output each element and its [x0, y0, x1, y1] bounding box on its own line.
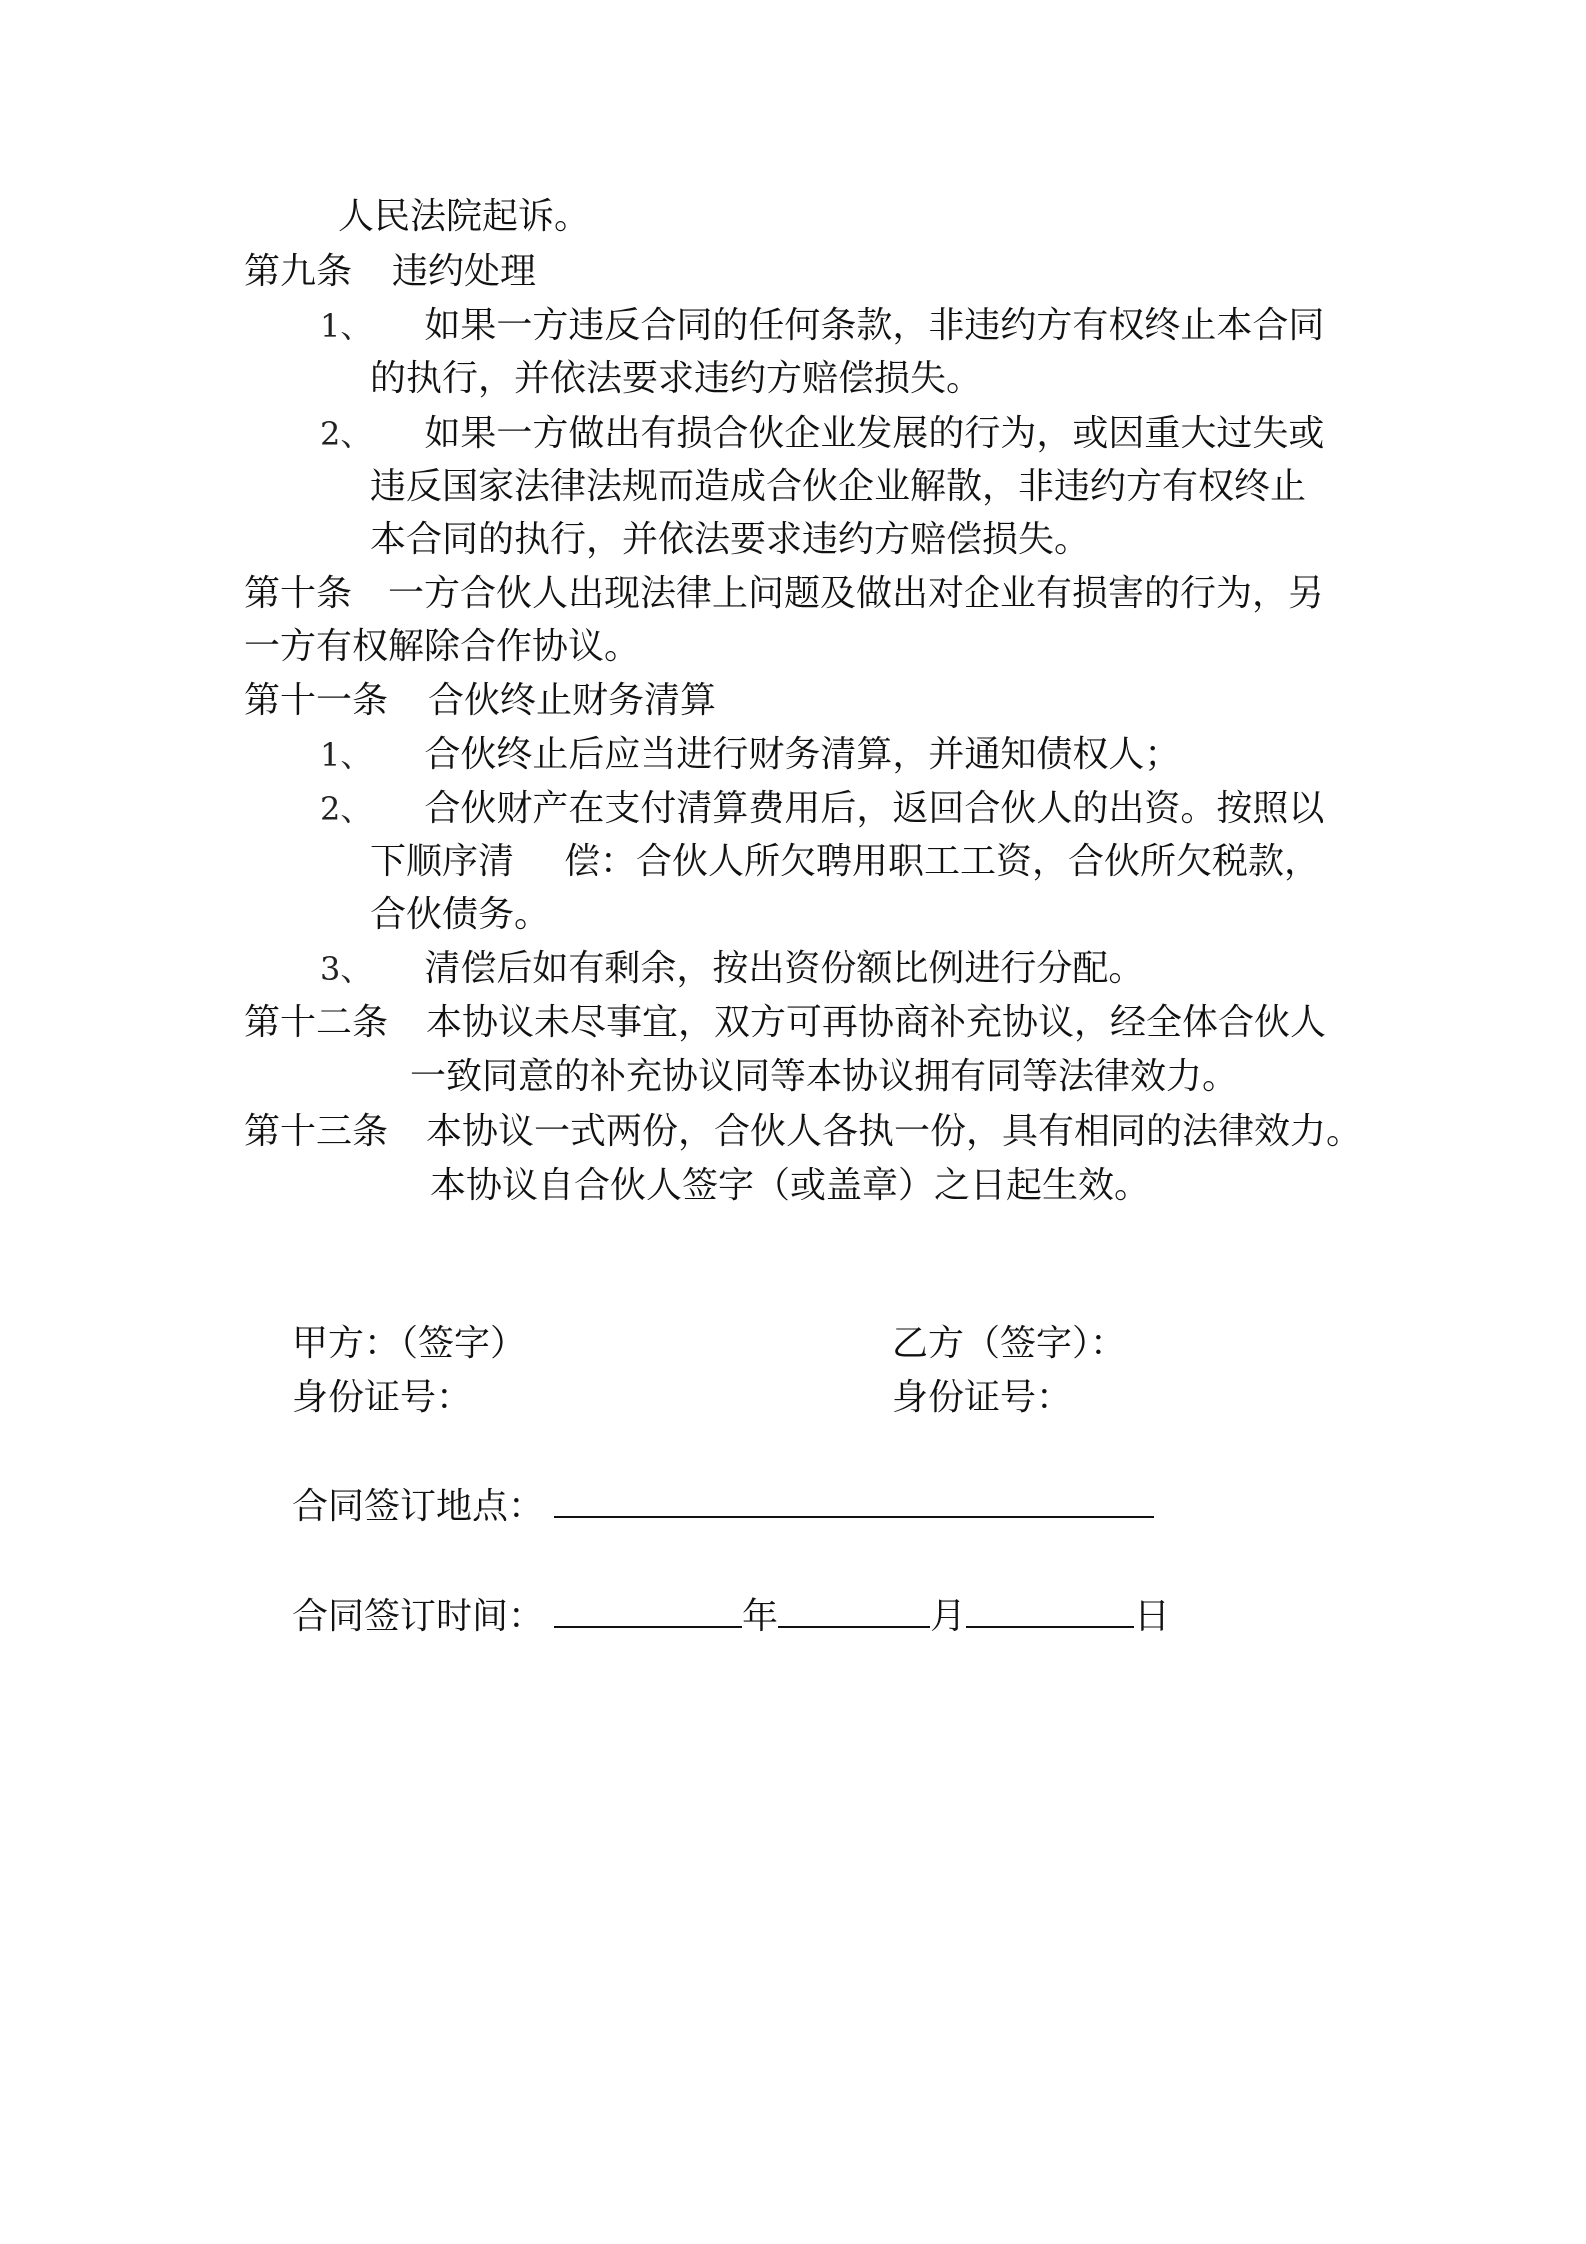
article-text: 一致同意的补充协议同等本协议拥有同等法律效力。 — [410, 1056, 1239, 1097]
item-text: 的执行，并依法要求违约方赔偿损失。 — [370, 358, 983, 399]
article-number: 第九条 — [244, 251, 353, 292]
item-number: 1、 — [320, 736, 373, 774]
party-b-id — [892, 1374, 1072, 1422]
item-text: 本合同的执行，并依法要求违约方赔偿损失。 — [370, 519, 1091, 560]
signing-time — [292, 1590, 1170, 1641]
list-item-continuation — [370, 838, 1320, 886]
article-title: 合伙终止财务清算 — [428, 680, 717, 721]
article-title: 违约处理 — [392, 251, 537, 292]
item-number: 3、 — [320, 950, 373, 988]
item-text: 清偿后如有剩余，按出资份额比例进行分配。 — [424, 948, 1145, 989]
list-item — [320, 785, 1324, 833]
party-a-label: 甲方：（签字） — [292, 1323, 527, 1364]
article-number: 第十二条 — [244, 1002, 389, 1043]
article-13-heading — [244, 1108, 1362, 1156]
year-label: 年 — [742, 1596, 779, 1637]
continuation-line — [338, 193, 590, 241]
signing-place-blank — [554, 1480, 1154, 1518]
year-blank — [554, 1590, 742, 1628]
article-number: 第十条 — [244, 573, 353, 614]
article-11-heading — [244, 677, 716, 725]
party-b-id-label: 身份证号： — [892, 1377, 1073, 1418]
article-9-heading — [244, 248, 536, 296]
list-item — [320, 410, 1324, 458]
item-text: 如果一方违反合同的任何条款，非违约方有权终止本合同 — [424, 305, 1325, 346]
article-text: 一方合伙人出现法律上问题及做出对企业有损害的行为，另 — [388, 573, 1325, 614]
party-a-id-label: 身份证号： — [292, 1377, 473, 1418]
article-number: 第十一条 — [244, 680, 389, 721]
item-text: 合伙债务。 — [370, 894, 551, 935]
party-a-id — [292, 1374, 472, 1422]
article-12-heading — [244, 999, 1326, 1047]
day-label: 日 — [1134, 1596, 1171, 1637]
party-b-signature — [892, 1320, 1126, 1368]
day-blank — [966, 1590, 1134, 1628]
text: 人民法院起诉。 — [338, 196, 591, 237]
article-text: 本协议一式两份，合伙人各执一份，具有相同的法律效力。 — [426, 1111, 1363, 1152]
list-item — [320, 731, 1180, 779]
signing-time-label: 合同签订时间： — [292, 1596, 545, 1637]
article-12-continuation — [410, 1053, 1238, 1101]
item-text: 如果一方做出有损合伙企业发展的行为，或因重大过失或 — [424, 413, 1325, 454]
party-b-label: 乙方（签字）： — [892, 1323, 1127, 1364]
signing-place-label: 合同签订地点： — [292, 1486, 545, 1527]
article-number: 第十三条 — [244, 1111, 389, 1152]
list-item-continuation — [370, 463, 1306, 511]
list-item — [320, 945, 1144, 993]
item-number: 2、 — [320, 790, 373, 828]
list-item-continuation — [370, 516, 1090, 564]
item-text: 合伙终止后应当进行财务清算，并通知债权人； — [424, 734, 1181, 775]
list-item-continuation — [370, 355, 982, 403]
month-blank — [778, 1590, 930, 1628]
month-label: 月 — [930, 1596, 967, 1637]
list-item-continuation — [370, 891, 550, 939]
article-text: 本协议自合伙人签字（或盖章）之日起生效。 — [430, 1165, 1151, 1206]
item-number: 1、 — [320, 307, 373, 345]
item-number: 2、 — [320, 415, 373, 453]
item-text: 偿：合伙人所欠聘用职工工资，合伙所欠税款， — [564, 841, 1321, 882]
party-a-signature — [292, 1320, 526, 1368]
article-text: 本协议未尽事宜，双方可再协商补充协议，经全体合伙人 — [426, 1002, 1327, 1043]
item-text: 合伙财产在支付清算费用后，返回合伙人的出资。按照以 — [424, 788, 1325, 829]
item-text: 违反国家法律法规而造成合伙企业解散，非违约方有权终止 — [370, 466, 1307, 507]
article-13-continuation — [430, 1162, 1150, 1210]
article-text: 一方有权解除合作协议。 — [244, 626, 641, 667]
item-text: 下顺序清 — [370, 841, 515, 882]
article-10-heading — [244, 570, 1324, 618]
list-item — [320, 302, 1324, 350]
article-10-continuation — [244, 623, 640, 671]
signing-place — [292, 1480, 1154, 1531]
